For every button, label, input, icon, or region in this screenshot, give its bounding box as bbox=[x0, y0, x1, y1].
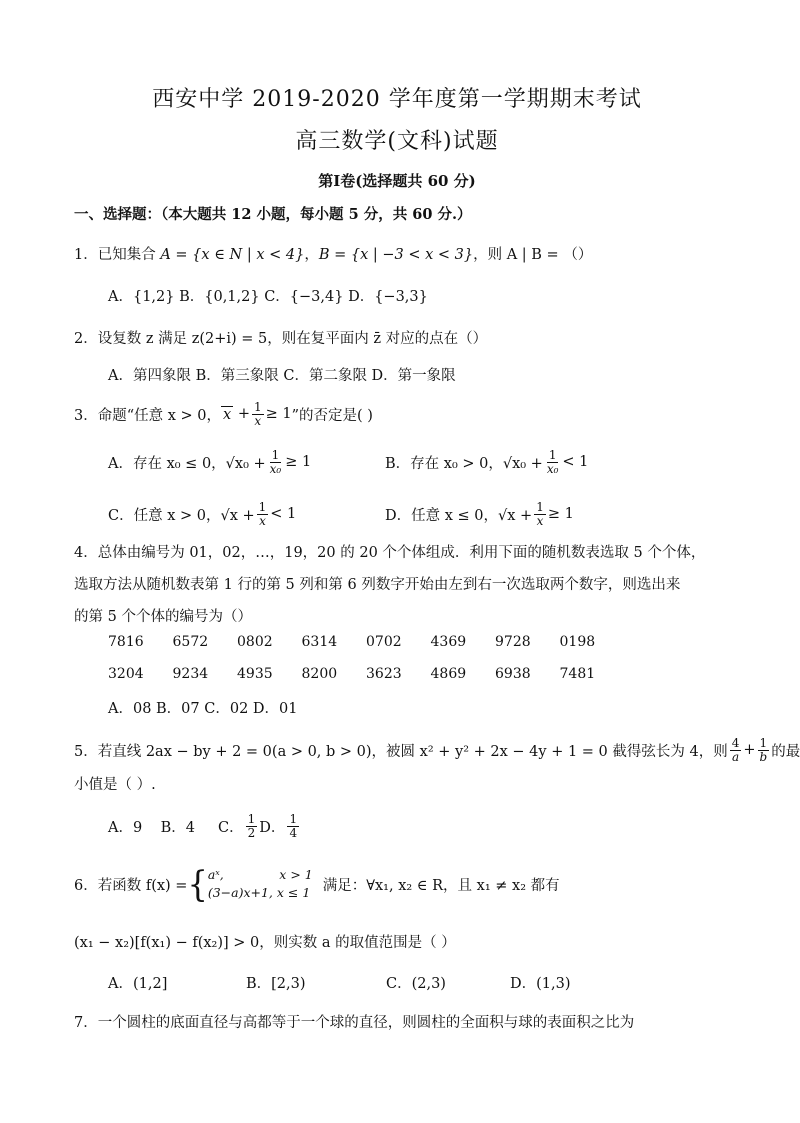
exam-subtitle: 高三数学(文科)试题 bbox=[295, 129, 499, 154]
question-4-line-3: 的第 5 个个体的编号为（） bbox=[74, 609, 252, 625]
question-5-options: A．9 B．4 C． $\frac{1}{2}$ D． $\frac{1}{4}$ bbox=[108, 811, 298, 840]
random-number-cell: 7481 bbox=[559, 666, 596, 682]
random-number-cell: 4935 bbox=[237, 666, 273, 682]
question-1-options: A．{1,2} B．{0,1,2} C．{−3,4} D．{−3,3} bbox=[108, 289, 428, 305]
part-heading: 一、选择题：（本大题共 12 小题，每小题 5 分，共 60 分.） bbox=[74, 206, 472, 223]
question-3-stem: 3．命题“任意 x > 0， x + $\frac{1}{x}$ ≥ 1 ”的否定是( ) bbox=[74, 399, 373, 428]
question-4-line-1: 4．总体由编号为 01，02，…，19，20 的 20 个个体组成．利用下面的随机数表选取 5 个个体， bbox=[74, 545, 706, 561]
random-number-cell: 3204 bbox=[108, 666, 144, 682]
random-number-cell: 6572 bbox=[172, 634, 209, 650]
random-number-cell: 9234 bbox=[172, 666, 209, 682]
random-number-cell: 6314 bbox=[301, 634, 338, 650]
piecewise-function: aˣ, x > 1 (3−a)x+1, x ≤ 1 bbox=[207, 867, 313, 900]
random-number-cell: 9728 bbox=[495, 634, 531, 650]
piecewise-brace: { bbox=[187, 863, 208, 905]
random-number-cell: 3623 bbox=[366, 666, 402, 682]
random-number-cell: 4869 bbox=[430, 666, 467, 682]
random-number-cell: 6938 bbox=[495, 666, 531, 682]
question-1-stem: 1．已知集合 A = {x ∈ N | x < 4}，B = {x | −3 < x < 3}，则 A | B = （） bbox=[74, 247, 593, 263]
question-2-stem: 2．设复数 z 满足 z(2+i) = 5，则在复平面内 z̄ 对应的点在（） bbox=[74, 331, 488, 347]
random-number-cell: 7816 bbox=[108, 634, 144, 650]
question-7-stem: 7．一个圆柱的底面直径与高都等于一个球的直径，则圆柱的全面积与球的表面积之比为 bbox=[74, 1015, 635, 1031]
question-2-options: A．第四象限 B．第三象限 C．第二象限 D．第一象限 bbox=[108, 368, 456, 384]
question-3-option-d: D．任意 x ≤ 0，√x + $\frac{1}{x}$ ≥ 1 bbox=[385, 499, 574, 528]
question-5-line-2: 小值是（ ）. bbox=[74, 777, 156, 793]
question-6-options: A．(1,2] B．[2,3) C．(2,3) D．(1,3) bbox=[108, 976, 571, 992]
exam-title: 西安中学 2019-2020 学年度第一学期期末考试 bbox=[152, 87, 642, 112]
question-6-line-2: (x₁ − x₂)[f(x₁) − f(x₂)] > 0，则实数 a 的取值范围是（ ） bbox=[74, 935, 456, 951]
random-number-cell: 8200 bbox=[301, 666, 338, 682]
section-heading: 第Ⅰ卷(选择题共 60 分) bbox=[318, 172, 476, 190]
random-number-cell: 0802 bbox=[237, 634, 273, 650]
question-4-options: A．08 B．07 C．02 D．01 bbox=[108, 701, 298, 717]
random-number-cell: 0198 bbox=[559, 634, 596, 650]
random-number-cell: 0702 bbox=[366, 634, 402, 650]
question-3-option-c: C．任意 x > 0，√x + $\frac{1}{x}$ < 1 bbox=[108, 499, 297, 528]
question-6-stem: 6．若函数 f(x) = { aˣ, x > 1 (3−a)x+1, x ≤ 1 满足：∀x₁, x₂ ∈ R，且 x₁ ≠ x₂ 都有 bbox=[74, 863, 560, 905]
question-5-stem: 5．若直线 2ax − by + 2 = 0(a > 0, b > 0)，被圆 x² + y² + 2x − 4y + 1 = 0 截得弦长为 4，则 $\frac{4}{a}$ + $\frac{1}{b}$ 的最 bbox=[74, 735, 800, 764]
question-4-line-2: 选取方法从随机数表第 1 行的第 5 列和第 6 列数字开始由左到右一次选取两个数字，则选出来 bbox=[74, 577, 681, 593]
random-number-cell: 4369 bbox=[430, 634, 467, 650]
question-3-option-b: B．存在 x₀ > 0，√x₀ + $\frac{1}{\text{x₀}}$ < 1 bbox=[385, 447, 589, 476]
question-3-option-a: A．存在 x₀ ≤ 0，√x₀ + $\frac{1}{\text{x₀}}$ ≥ 1 bbox=[108, 447, 312, 476]
